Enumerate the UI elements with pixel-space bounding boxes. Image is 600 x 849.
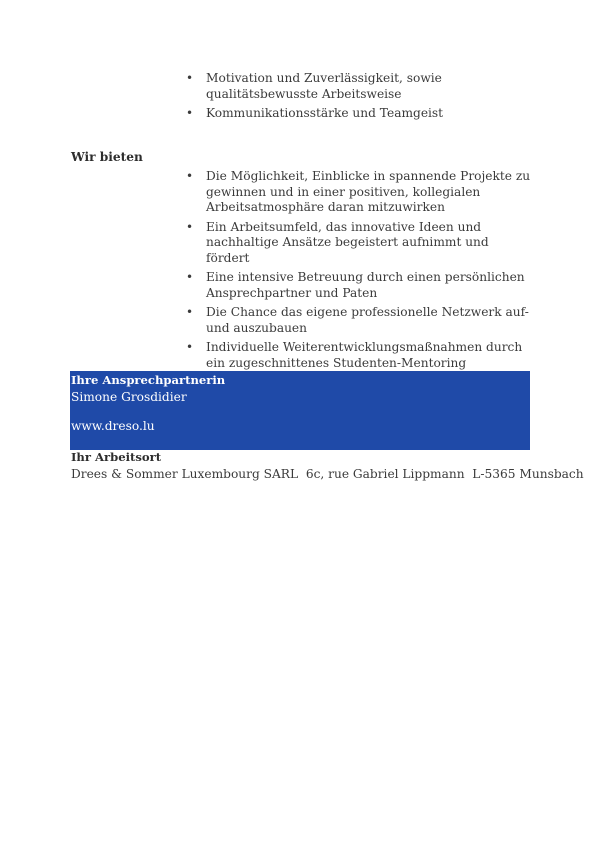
contact-heading: Ihre Ansprechpartnerin [71,373,226,387]
list-item: • Eine intensive Betreuung durch einen persönlichen Ansprechpartner und Paten [186,270,531,301]
requirements-list [186,71,531,126]
workplace-address: Drees & Sommer Luxembourg SARL 6c, rue Gabriel Lippmann L-5365 Munsbach [71,467,584,481]
list-item: • Motivation und Zuverlässigkeit, sowie qualitätsbewusste Arbeitsweise [186,71,531,102]
list-item: • Ein Arbeitsumfeld, das innovative Ideen und nachhaltige Ansätze begeistert aufnimmt und fördert [186,220,531,267]
contact-box [70,371,530,450]
list-item: • Kommunikationsstärke und Teamgeist [186,106,531,122]
list-item: • Die Möglichkeit, Einblicke in spannende Projekte zu gewinnen und in einer positiven, kollegialen Arbeitsatmosphäre daran mitzuwirken [186,169,531,216]
website-link[interactable]: www.dreso.lu [71,419,155,433]
offer-list [186,169,531,375]
offer-heading: Wir bieten [71,150,143,164]
contact-name: Simone Grosdidier [71,390,187,404]
workplace-heading: Ihr Arbeitsort [71,450,162,464]
list-item: • Individuelle Weiterentwicklungsmaßnahmen durch ein zugeschnittenes Studenten-Mentoring [186,340,531,371]
list-item: • Die Chance das eigene professionelle Netzwerk auf- und auszubauen [186,305,531,336]
